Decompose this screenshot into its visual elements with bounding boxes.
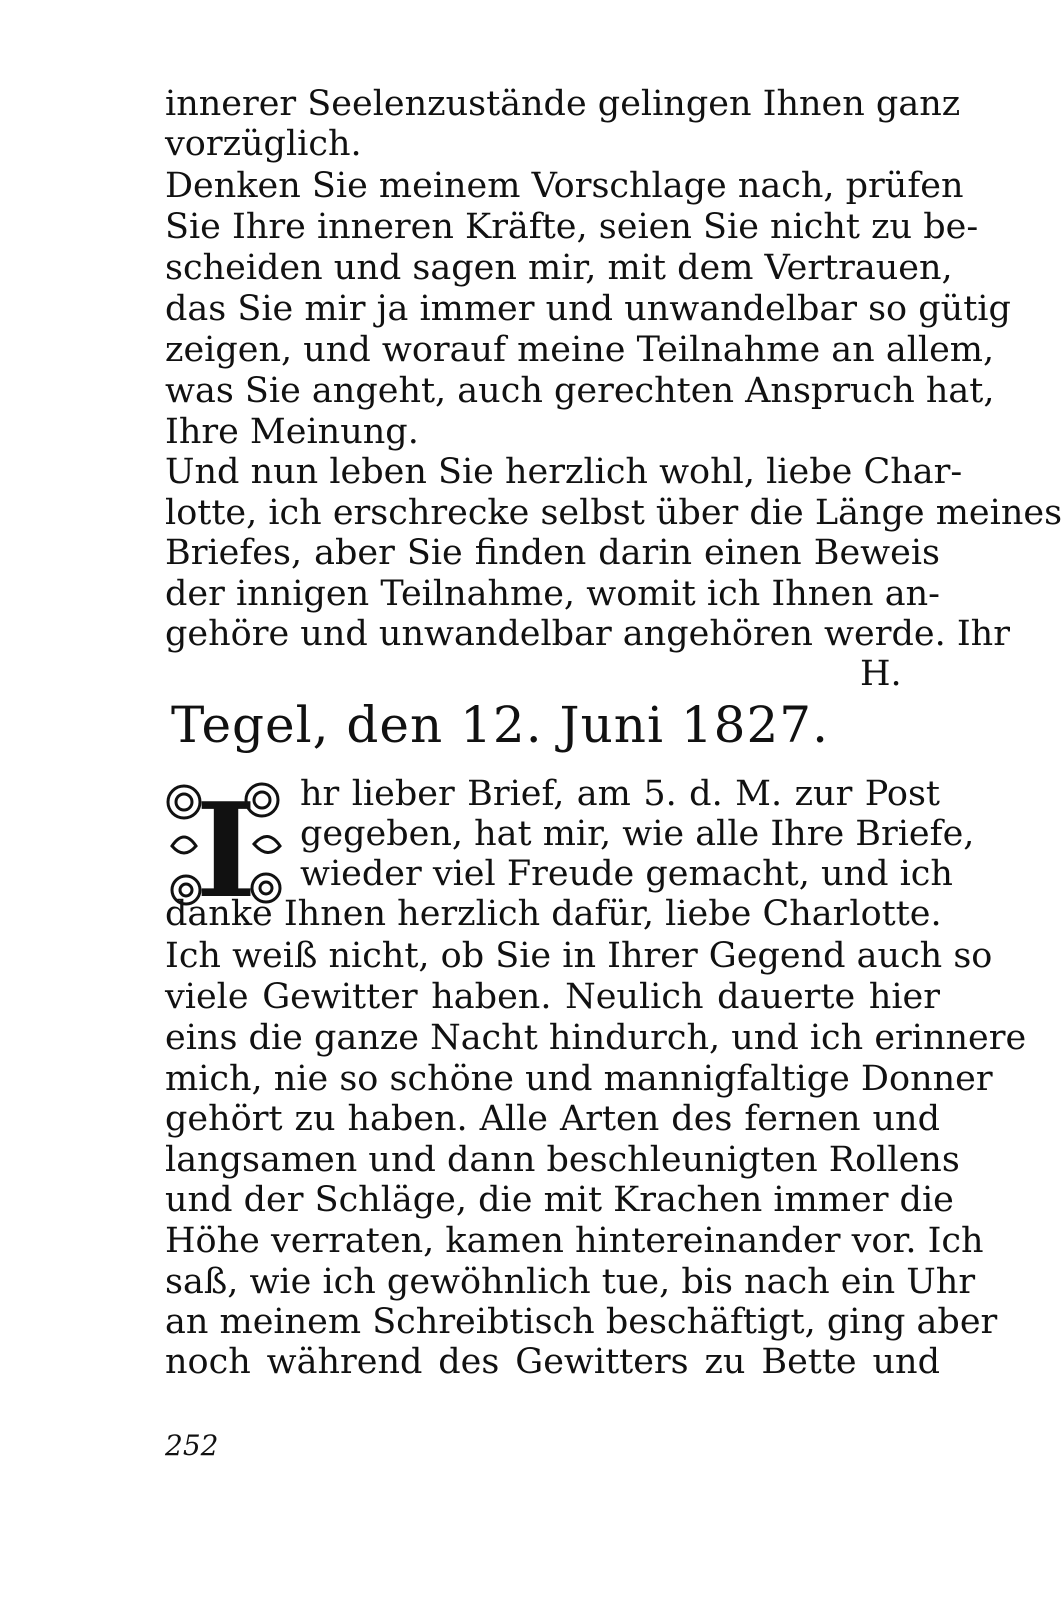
text-line: eins die ganze Nacht hindurch, und ich erinnere: [165, 1018, 1027, 1058]
text-line: Sie Ihre inneren Kräfte, seien Sie nicht zu be-: [165, 207, 979, 247]
text-line: langsamen und dann beschleunigten Rollens: [165, 1140, 960, 1180]
text-line: zeigen, und worauf meine Teilnahme an allem,: [165, 330, 995, 370]
text-line: noch während des Gewitters zu Bette und: [165, 1342, 940, 1382]
text-line: der innigen Teilnahme, womit ich Ihnen an-: [165, 574, 940, 614]
text-line: Und nun leben Sie herzlich wohl, liebe Char-: [165, 452, 963, 492]
text-line: das Sie mir ja immer und unwandelbar so gütig: [165, 289, 1011, 329]
letter-heading: Tegel, den 12. Juni 1827.: [170, 696, 829, 754]
text-line: Briefes, aber Sie finden darin einen Beweis: [165, 533, 940, 573]
text-line: gehöre und unwandelbar angehören werde. Ihr: [165, 614, 1010, 654]
text-line: vorzüglich.: [165, 124, 362, 164]
text-line: Ich weiß nicht, ob Sie in Ihrer Gegend auch so: [165, 936, 993, 976]
drop-cap-letter: I: [195, 774, 257, 927]
text-line: Ihre Meinung.: [165, 412, 419, 452]
text-line: scheiden und sagen mir, mit dem Vertrauen,: [165, 248, 953, 288]
text-line: gegeben, hat mir, wie alle Ihre Briefe,: [300, 814, 975, 854]
text-line: gehört zu haben. Alle Arten des fernen und: [165, 1099, 940, 1139]
text-line: hr lieber Brief, am 5. d. M. zur Post: [300, 774, 940, 814]
text-line: lotte, ich erschrecke selbst über die Länge meines: [165, 493, 1062, 533]
text-line: was Sie angeht, auch gerechten Anspruch hat,: [165, 371, 995, 411]
text-line: Höhe verraten, kamen hintereinander vor. Ich: [165, 1221, 984, 1261]
text-line: wieder viel Freude gemacht, und ich: [300, 854, 953, 894]
text-line: viele Gewitter haben. Neulich dauerte hier: [165, 977, 940, 1017]
text-line: mich, nie so schöne und mannigfaltige Donner: [165, 1059, 993, 1099]
text-line: saß, wie ich gewöhnlich tue, bis nach ein Uhr: [165, 1262, 976, 1302]
text-line: und der Schläge, die mit Krachen immer die: [165, 1180, 954, 1220]
text-line: danke Ihnen herzlich dafür, liebe Charlotte.: [165, 894, 942, 934]
text-line: an meinem Schreibtisch beschäftigt, ging aber: [165, 1302, 998, 1342]
text-line: innerer Seelenzustände gelingen Ihnen ganz: [165, 84, 961, 124]
page-number: 252: [165, 1429, 219, 1462]
signature: H.: [860, 654, 902, 694]
text-line: Denken Sie meinem Vorschlage nach, prüfen: [165, 166, 964, 206]
